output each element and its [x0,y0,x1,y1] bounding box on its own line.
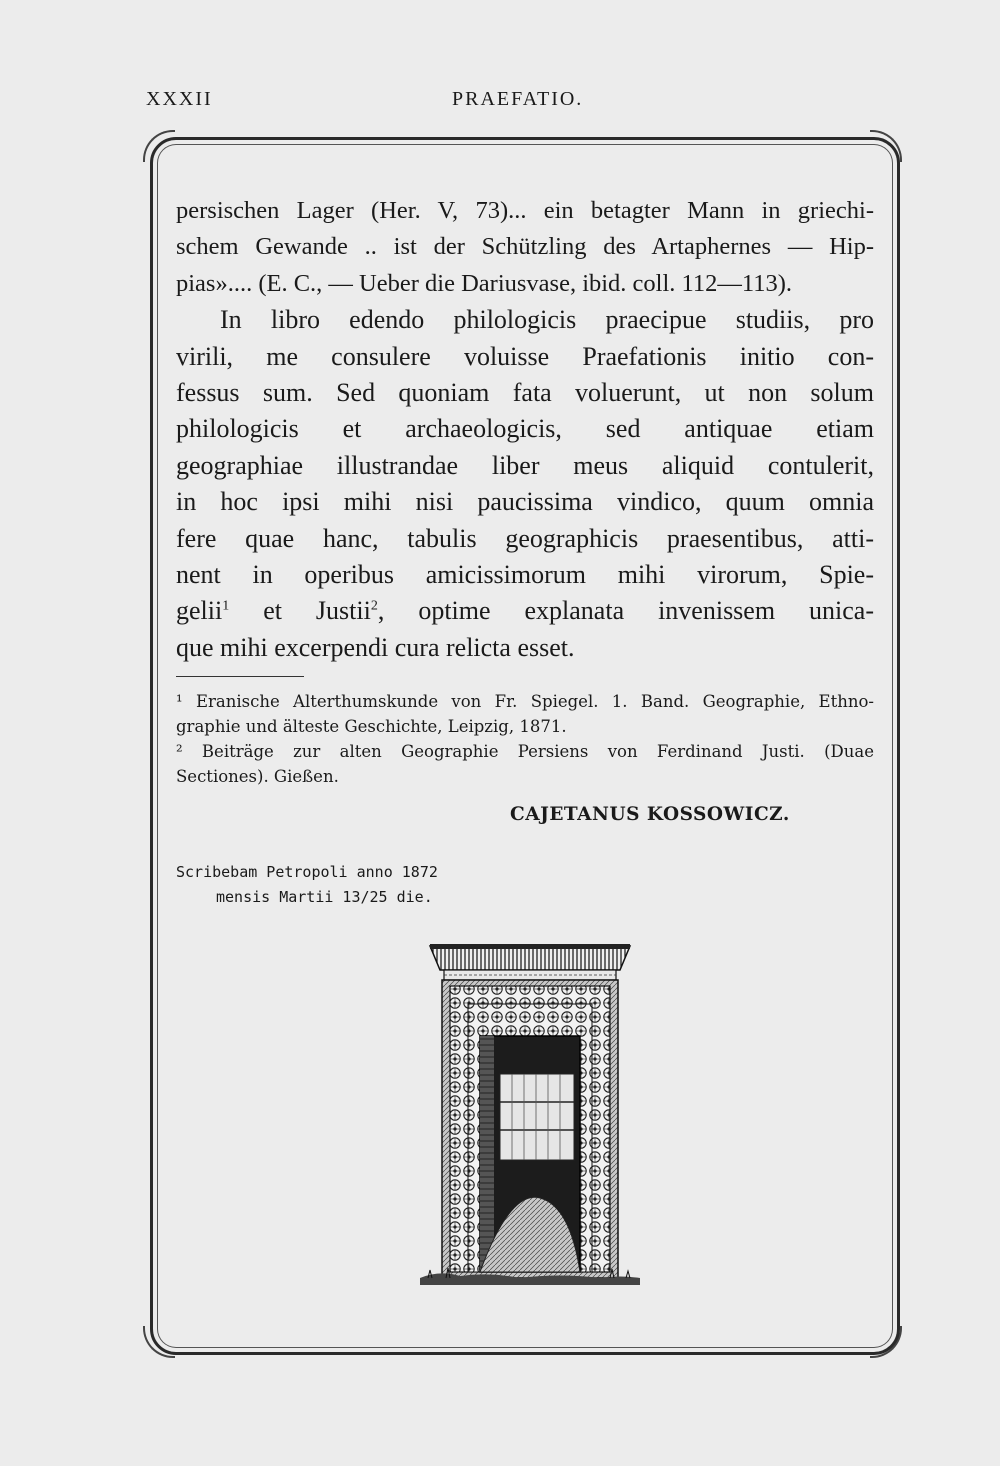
footnote-ref-1: 1 [222,598,230,614]
body-line-with-footnote-refs [176,593,874,629]
text-run: et Justii [229,596,371,626]
footnote-2: ² Beiträge zur alten Geographie Persiens von Ferdinand Justi. (Duae [176,742,874,761]
footnotes [176,689,874,789]
running-title: PRAEFATIO. [452,88,584,110]
body-line: fessus sum. Sed quoniam fata voluerunt, ut non solum [176,377,874,407]
author-signature: CAJETANUS KOSSOWICZ. [510,804,790,825]
page-number: XXXII [146,88,213,110]
body-line: In libro edendo philologicis praecipue studiis, pro [220,305,874,335]
body-line: schem Gewande .. ist der Schützling des Artaphernes — Hip- [176,233,874,261]
body-line: que mihi excerpendi cura relicta esset. [176,632,575,662]
body-line: persischen Lager (Her. V, 73)... ein betagter Mann in griechi- [176,197,874,224]
body-line: pias».... (E. C., — Ueber die Dariusvase, ibid. coll. 112—113). [176,269,793,297]
text-run: , optime explanata invenissem unica- [377,596,874,626]
body-line: virili, me consulere voluisse Praefationis initio con- [176,341,874,371]
running-head [0,88,1000,114]
text-run: gelii [176,596,223,626]
body-line: philologicis et archaeologicis, sed antiquae etiam [176,414,874,444]
body-line: in hoc ipsi mihi nisi paucissima vindico, quum omnia [176,487,874,517]
body-line: geographiae illustrandae liber meus aliquid contulerit, [176,450,874,480]
persepolis-doorway-icon [420,940,640,1285]
body-line: fere quae hanc, tabulis geographicis praesentibus, atti- [176,523,874,553]
dateline-place-year: Scribebam Petropoli anno 1872 [176,863,438,881]
footnote-rule [176,676,304,677]
dateline-day: mensis Martii 13/25 die. [216,888,433,906]
body-text [176,193,874,666]
body-line: nent in operibus amicissimorum mihi virorum, Spie- [176,559,874,589]
footnote-1: ¹ Eranische Alterthumskunde von Fr. Spiegel. 1. Band. Geographie, Ethno- [176,692,874,711]
dateline [176,860,438,910]
footnote-1-cont: graphie und älteste Geschichte, Leipzig, 1871. [176,717,567,736]
footnote-ref-2: 2 [370,598,378,614]
footnote-2-cont: Sectiones). Gießen. [176,767,339,786]
